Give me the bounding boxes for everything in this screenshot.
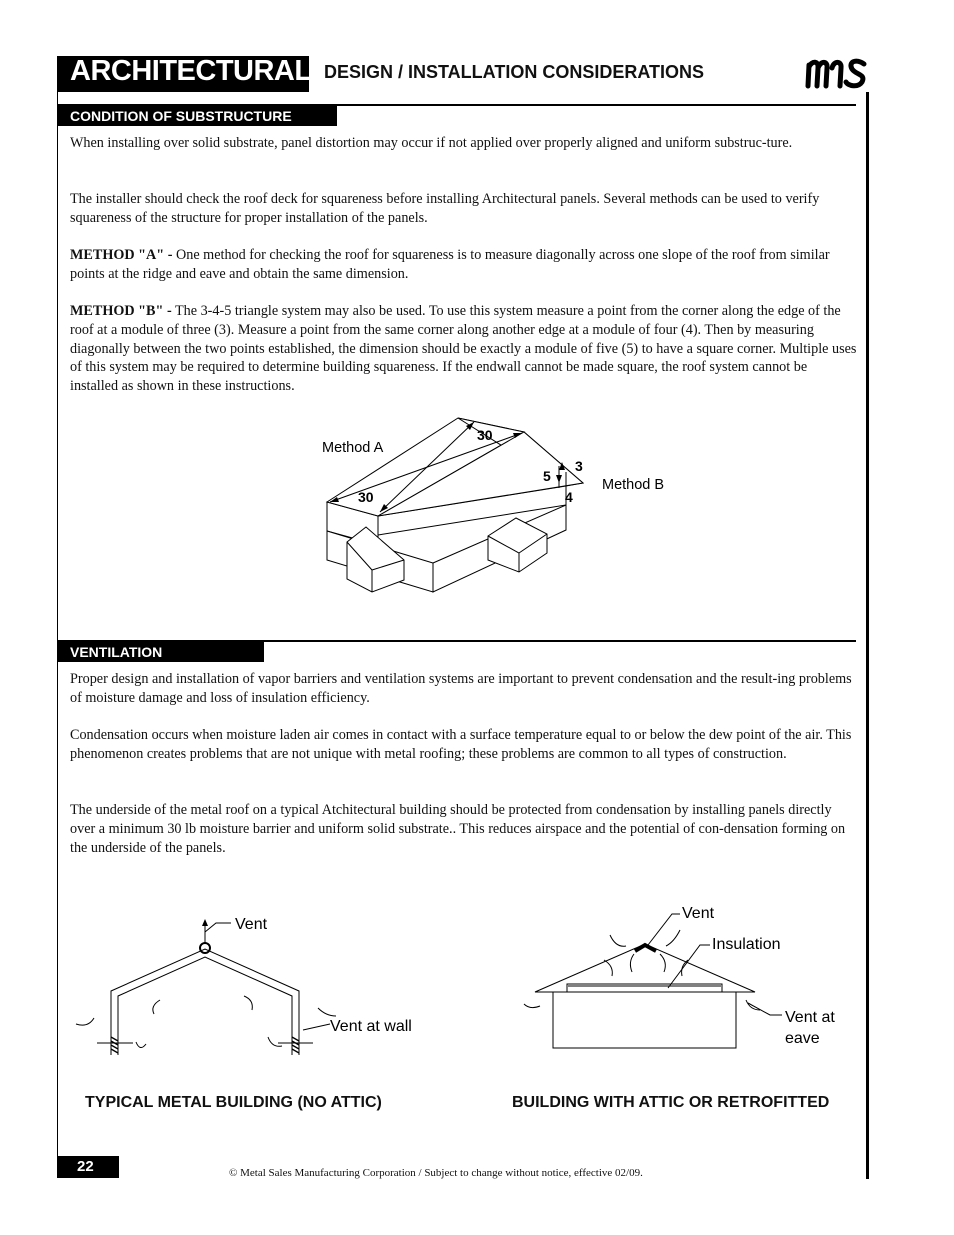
method-b-label: Method B	[602, 477, 665, 493]
triangle-side-4: 4	[565, 489, 573, 505]
paragraph: The installer should check the roof deck for squareness before installing Architectural panels. Several methods can be used to verify squareness of the structure for proper installation of the panels.	[70, 191, 820, 226]
caption-attic: BUILDING WITH ATTIC OR RETROFITTED	[512, 1094, 830, 1111]
page-subtitle: DESIGN / INSTALLATION CONSIDERATIONS	[324, 62, 705, 82]
dimension-label-bottom: 30	[358, 489, 374, 505]
paragraph: When installing over solid substrate, panel distortion may occur if not applied over properly aligned and uniform substruc-ture.	[70, 135, 793, 151]
section-heading-substructure: CONDITION OF SUBSTRUCTURE	[57, 106, 337, 126]
left-vent-at-wall-label: Vent at wall	[330, 1018, 412, 1035]
copyright-notice: © Metal Sales Manufacturing Corporation / Subject to change without notice, effective 02/09.	[229, 1167, 643, 1179]
dimension-label-top: 30	[477, 427, 493, 443]
section-heading-ventilation: VENTILATION	[57, 642, 264, 662]
page-number: 22	[57, 1156, 119, 1178]
insulation-label: Insulation	[712, 936, 781, 953]
triangle-side-3: 3	[575, 458, 583, 474]
vent-at-eave-label-line2: eave	[785, 1030, 820, 1047]
right-vent-label: Vent	[682, 905, 715, 922]
left-vent-label: Vent	[235, 916, 268, 933]
paragraph: Proper design and installation of vapor barriers and ventilation systems are important to prevent condensation and the result-ing problems of moisture damage and loss of insulation efficiency.	[70, 671, 852, 706]
paragraph: The underside of the metal roof on a typical Atchitectural building should be protected from condensation by installing panels directly over a minimum 30 lb moisture barrier and uniform solid substrate.. This reduces airspace and the potential of con-densation forming on the underside of the panels.	[70, 802, 846, 856]
method-a-label: METHOD "A" -	[70, 247, 173, 263]
method-b-text: The 3-4-5 triangle system may also be used. To use this system measure a point from the corner along the edge of the roof at a module of three (3). Measure a point from the same corner along another edge at a module of four (4). Then by measuring diagonally between the two points established, the dimension should be exactly a module of five (5) to have a square corner. Multiple uses of this system may be required to determine building squareness. If the endwall cannot be made square, the roof system cannot be installed as shown in these instructions.	[70, 303, 857, 395]
ventilation-diagrams	[0, 880, 954, 1080]
paragraph: Condensation occurs when moisture laden air comes in contact with a surface temperature equal to or below the dew point of the air. This phenomenon creates problems that are not unique with metal roofing; these problems are common to all types of construction.	[70, 727, 852, 762]
method-a-text: One method for checking the roof for squareness is to measure diagonally across one slope of the roof from similar points at the ridge and eave and obtain the same dimension.	[70, 247, 830, 282]
triangle-side-5: 5	[543, 468, 551, 484]
vent-at-eave-label-line1: Vent at	[785, 1009, 835, 1026]
method-b-label: METHOD "B" -	[70, 303, 172, 319]
caption-no-attic: TYPICAL METAL BUILDING (NO ATTIC)	[85, 1094, 382, 1111]
section-title: ARCHITECTURAL	[70, 55, 312, 87]
method-a-label: Method A	[322, 440, 384, 456]
